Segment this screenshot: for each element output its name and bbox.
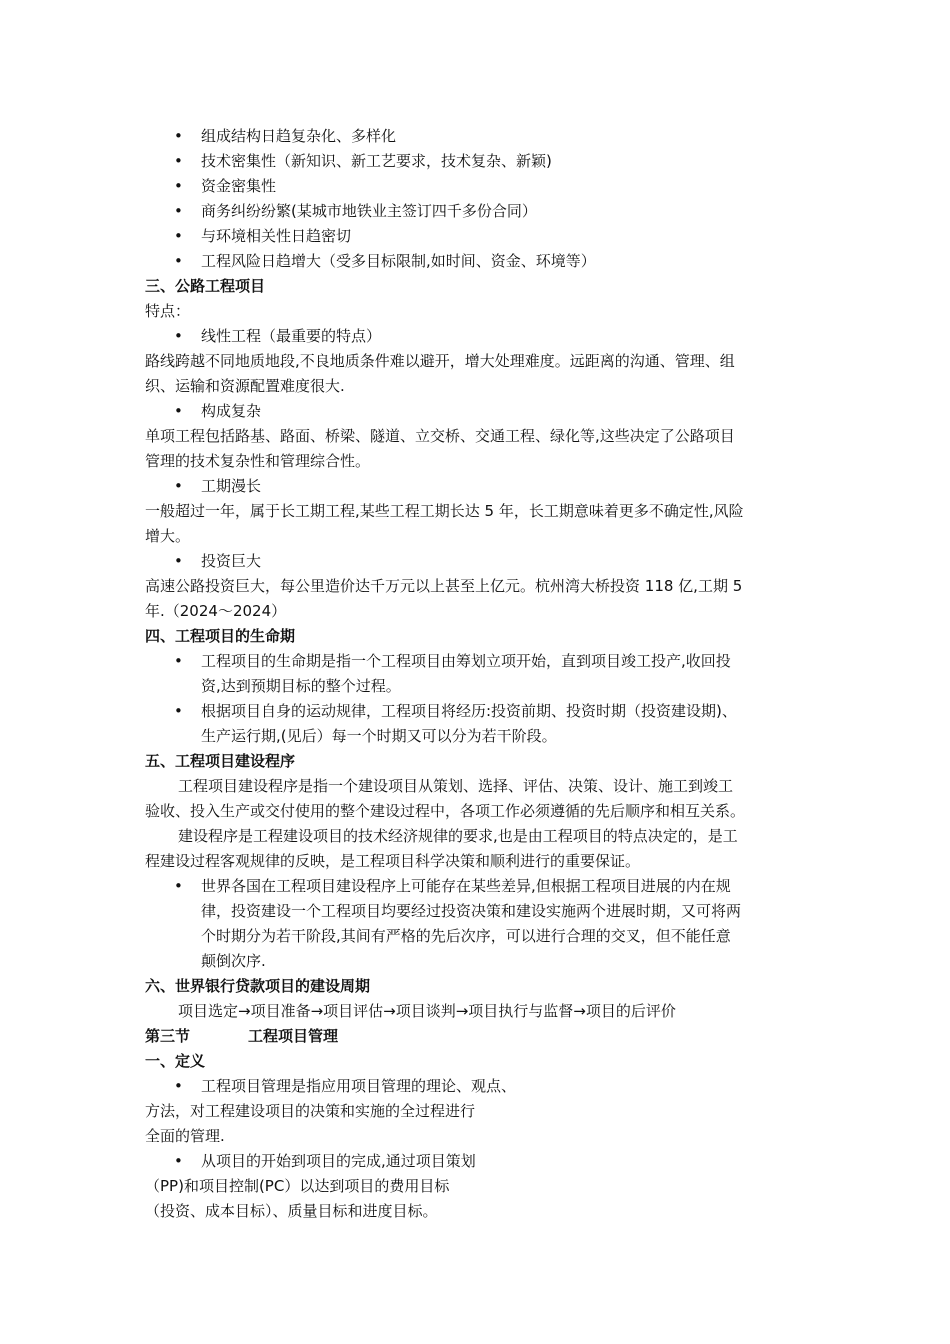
paragraph-line: 单项工程包括路基、路面、桥梁、隧道、立交桥、交通工程、绿化等,这些决定了公路项目 [145,427,735,445]
paragraph-line: 全面的管理. [145,1127,225,1145]
paragraph-line: 年.（2024～2024） [145,602,287,620]
list-item: • 工程项目的生命期是指一个工程项目由筹划立项开始，直到项目竣工投产,收回投 [201,649,731,674]
section-heading: 三、公路工程项目 [145,277,266,295]
list-item-continuation: 律，投资建设一个工程项目均要经过投资决策和建设实施两个进展时期，又可将两 [201,902,742,920]
section-heading: 一、定义 [145,1052,206,1070]
paragraph-line: 路线跨越不同地质地段,不良地质条件难以避开，增大处理难度。远距离的沟通、管理、组 [145,352,735,370]
section-heading: 六、世界银行贷款项目的建设周期 [145,977,371,995]
list-item: • 与环境相关性日趋密切 [201,224,351,249]
paragraph-line: 方法，对工程建设项目的决策和实施的全过程进行 [145,1102,476,1120]
section-heading: 四、工程项目的生命期 [145,627,296,645]
paragraph-line: （PP)和项目控制(PC）以达到项目的费用目标 [145,1177,450,1195]
paragraph-line: （投资、成本目标）、质量目标和进度目标。 [145,1202,438,1220]
list-item: • 工期漫长 [201,474,261,499]
list-item: • 构成复杂 [201,399,261,424]
paragraph-line: 织、运输和资源配置难度很大. [145,377,345,395]
paragraph-line: 管理的技术复杂性和管理综合性。 [145,452,371,470]
paragraph-line: 程建设过程客观规律的反映，是工程项目科学决策和顺利进行的重要保证。 [145,852,641,870]
list-item: • 投资巨大 [201,549,261,574]
list-item: • 世界各国在工程项目建设程序上可能存在某些差异,但根据工程项目进展的内在规 [201,874,731,899]
paragraph-line: 增大。 [145,527,191,545]
list-item: • 组成结构日趋复杂化、多样化 [201,124,396,149]
paragraph-line: 工程项目建设程序是指一个建设项目从策划、选择、评估、决策、设计、施工到竣工 [178,777,734,795]
list-item: • 根据项目自身的运动规律，工程项目将经历:投资前期、投资时期（投资建设期)、 [201,699,737,724]
paragraph-line: 建设程序是工程建设项目的技术经济规律的要求,也是由工程项目的特点决定的，是工 [178,827,738,845]
list-item: • 技术密集性（新知识、新工艺要求，技术复杂、新颖) [201,149,552,174]
paragraph-line: 验收、投入生产或交付使用的整个建设过程中，各项工作必须遵循的先后顺序和相互关系。 [145,802,746,820]
list-item: • 工程项目管理是指应用项目管理的理论、观点、 [201,1074,516,1099]
list-item: • 资金密集性 [201,174,276,199]
label-text: 特点： [145,302,191,320]
list-item: • 工程风险日趋增大（受多目标限制,如时间、资金、环境等） [201,249,596,274]
section-heading: 五、工程项目建设程序 [145,752,296,770]
list-item: • 线性工程（最重要的特点） [201,324,381,349]
section-number: 第三节 [145,1027,191,1045]
list-item-continuation: 颠倒次序. [201,952,266,970]
chapter-section-title [145,1024,338,1049]
paragraph-line: 一般超过一年，属于长工期工程,某些工程工期长达 5 年，长工期意味着更多不确定性,风险 [145,502,744,520]
section-title: 工程项目管理 [248,1027,339,1045]
list-item-continuation: 生产运行期,(见后）每一个时期又可以分为若干阶段。 [201,727,557,745]
list-item: • 从项目的开始到项目的完成,通过项目策划 [201,1149,476,1174]
list-item: • 商务纠纷纷繁(某城市地铁业主签订四千多份合同） [201,199,537,224]
continuation-text: 资,达到预期目标的整个过程。 [201,677,401,695]
paragraph-line: 高速公路投资巨大，每公里造价达千万元以上甚至上亿元。杭州湾大桥投资 118 亿,工期 5 [145,577,743,595]
list-item-continuation: 个时期分为若干阶段,其间有严格的先后次序，可以进行合理的交叉，但不能任意 [201,927,731,945]
list-item-continuation [201,674,401,699]
flow-text: 项目选定→项目准备→项目评估→项目谈判→项目执行与监督→项目的后评价 [178,1002,676,1020]
